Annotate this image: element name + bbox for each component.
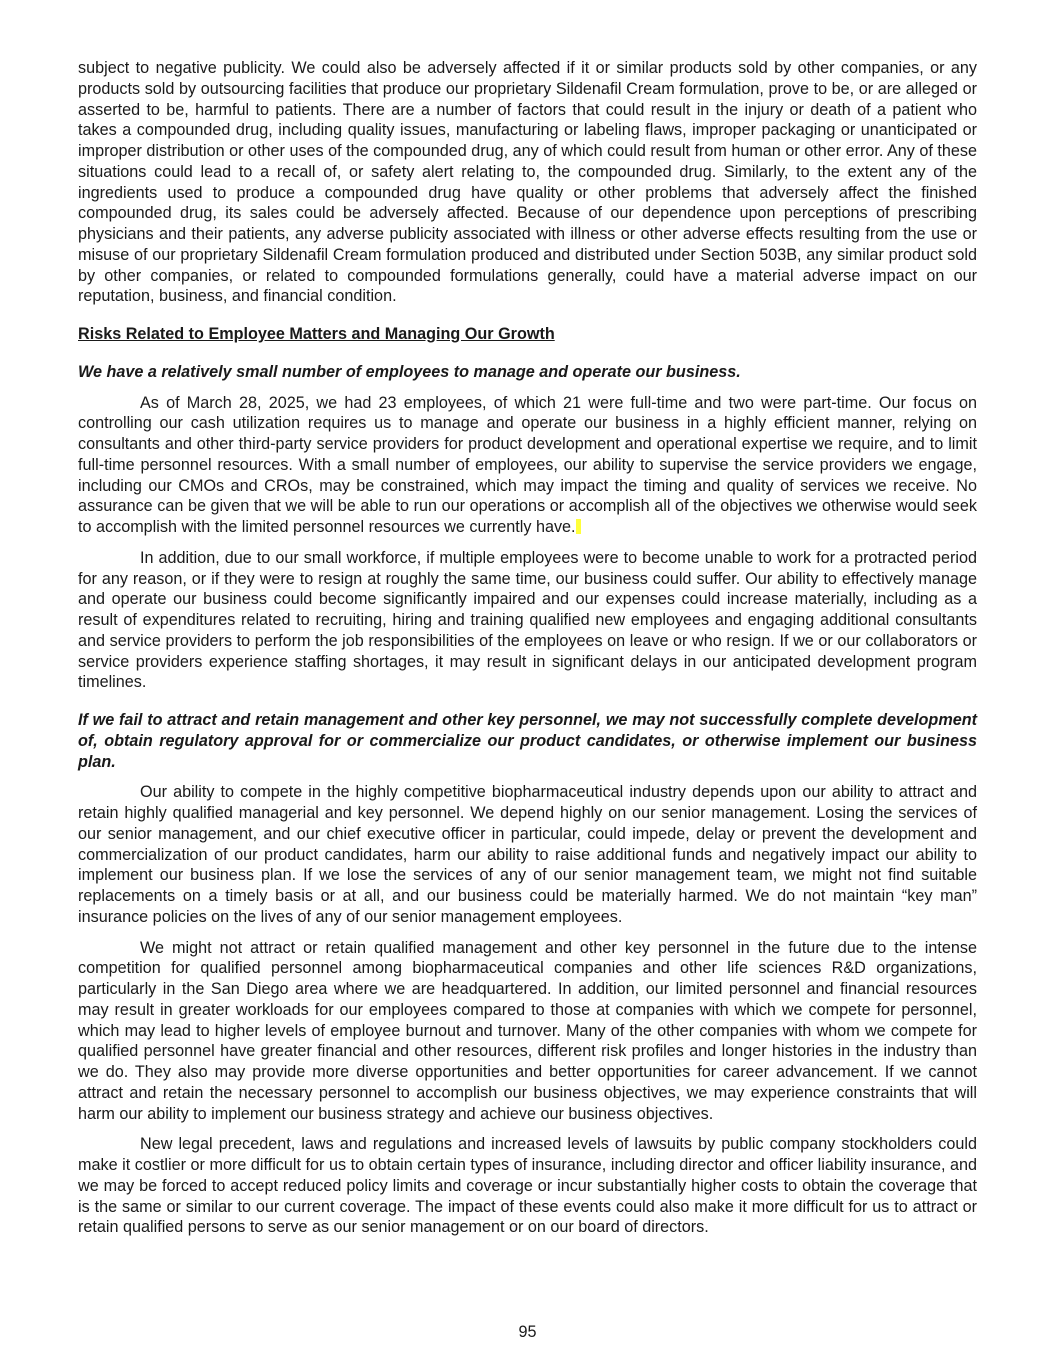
continuation-paragraph: subject to negative publicity. We could also be adversely affected if it or similar products sold by other companies, or any products sold by outsourcing facilities that produce our proprietary Sildenafil Cream formulation, prove to be, or are alleged or asserted to be, harmful to patients. There are a number of factors that could result in the injury or death of a patient who takes a compounded drug, including quality issues, manufacturing or labeling flaws, improper packaging or unanticipated or improper distribution or other uses of the compounded drug, any of which could result from human or other error. Any of these situations could lead to a recall of, or safety alert relating to, the compounded drug. Similarly, to the extent any of the ingredients used to produce a compounded drug have quality or other problems that adversely affect the finished compounded drug, its sales could be adversely affected. Because of our dependence upon perceptions of prescribing physicians and their patients, any adverse publicity associated with illness or other adverse effects resulting from the use or misuse of our proprietary Sildenafil Cream formulation produced and distributed under Section 503B, any similar product sold by other companies, or related to compounded formulations generally, could have a material adverse impact on our reputation, business, and financial condition.: [78, 59, 977, 306]
body-paragraph: Our ability to compete in the highly competitive biopharmaceutical industry depends upon our ability to attract and retain highly qualified managerial and key personnel. We depend highly on our senior management. Losing the services of our senior management, and our chief executive officer in particular, could impede, delay or prevent the development and commercialization of our product candidates, harm our ability to raise additional funds and negatively impact our ability to implement our business plan. If we lose the services of any of our senior management team, we might not find suitable replacements on a timely basis or at all, and our business could be materially harmed. We do not maintain “key man” insurance policies on the lives of any of our senior management employees.: [78, 783, 977, 926]
body-paragraph: New legal precedent, laws and regulations and increased levels of lawsuits by public company stockholders could make it costlier or more difficult for us to obtain certain types of insurance, including director and officer liability insurance, and we may be forced to accept reduced policy limits and coverage or incur substantially higher costs to obtain the coverage that is the same or similar to our current coverage. The impact of these events could also make it more difficult for us to attract or retain qualified persons to serve as our senior management or on our board of directors.: [78, 1135, 977, 1237]
risk-factor-heading-key-personnel: If we fail to attract and retain management and other key personnel, we may not successfully complete development of, obtain regulatory approval for or commercialize our product candidates, or otherwise implement our business plan.: [78, 711, 977, 771]
risk-factor-heading-small-workforce: We have a relatively small number of employees to manage and operate our business.: [78, 362, 741, 381]
text-highlight-marker: [576, 519, 581, 534]
document-page: [78, 58, 977, 1238]
body-paragraph: [78, 393, 977, 538]
paragraph-text: As of March 28, 2025, we had 23 employees, of which 21 were full-time and two were part-time. Our focus on controlling our cash utilization requires us to manage and operate our business in a highly efficient manner, relying on consultants and other third-party service providers for product development and operational expertise we require, and to limit full-time personnel resources. With a small number of employees, our ability to supervise the service providers we engage, including our CMOs and CROs, may be constrained, which may impact the timing and quality of services we receive. No assurance can be given that we will be able to run our operations or accomplish all of the objectives we otherwise would seek to accomplish with the limited personnel resources we currently have.: [78, 393, 977, 536]
body-paragraph: We might not attract or retain qualified management and other key personnel in the future due to the intense competition for qualified personnel among biopharmaceutical companies and other life sciences R&D organizations, particularly in the San Diego area where we are headquartered. In addition, our limited personnel and financial resources may result in greater workloads for our employees compared to those at companies with which we compete for personnel, which may lead to higher levels of employee burnout and turnover. Many of the other companies with whom we compete for qualified personnel have greater financial and other resources, different risk profiles and longer histories in the industry than we do. They also may provide more diverse opportunities and better opportunities for career advancement. If we cannot attract and retain the necessary personnel to accomplish our business objectives, we may experience constraints that will harm our ability to implement our business strategy and achieve our business objectives.: [78, 938, 977, 1123]
body-paragraph: In addition, due to our small workforce, if multiple employees were to become unable to work for a protracted period for any reason, or if they were to resign at roughly the same time, our business could suffer. Our ability to effectively manage and operate our business could become significantly impaired and our expenses could increase materially, including as a result of expenditures related to recruiting, hiring and training qualified new employees and engaging additional consultants and service providers to perform the job responsibilities of the employees on leave or who resign. If we or our collaborators or service providers experience staffing shortages, it may result in significant delays in our anticipated development program timelines.: [78, 548, 977, 692]
section-title: Risks Related to Employee Matters and Managing Our Growth: [78, 325, 555, 343]
page-number: 95: [518, 1323, 537, 1341]
